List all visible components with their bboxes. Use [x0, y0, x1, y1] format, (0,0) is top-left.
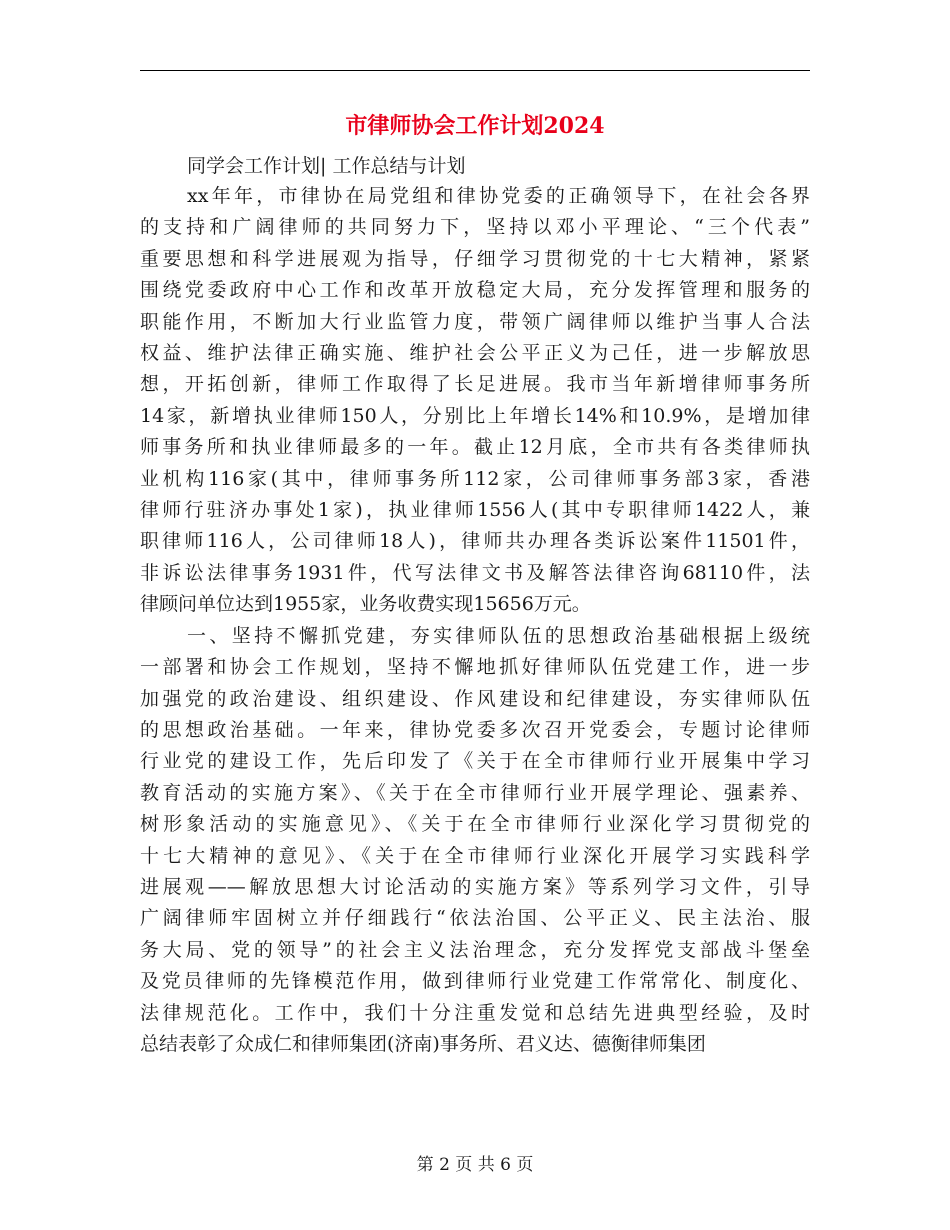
paragraph-line: 及党员律师的先锋模范作用，做到律师行业党建工作常常化、制度化、 [140, 970, 810, 993]
paragraph-line: 的支持和广阔律师的共同努力下，坚持以邓小平理论、“三个代表” [140, 216, 810, 239]
paragraph-line: 非诉讼法律事务1931件，代写法律文书及解答法律咨询68110件，法 [140, 561, 810, 584]
paragraph-line: 十七大精神的意见》、《关于在全市律师行业深化开展学习实践科学 [140, 844, 810, 867]
paragraph-line: 权益、维护法律正确实施、维护社会公平正义为己任，进一步解放思 [140, 342, 810, 365]
document-body [140, 181, 810, 1060]
paragraph-line: 一部署和协会工作规划，坚持不懈地抓好律师队伍党建工作，进一步 [140, 656, 810, 679]
body-paragraph [140, 621, 810, 1061]
paragraph-line: 广阔律师牢固树立并仔细践行“依法治国、公平正义、民主法治、服 [140, 907, 810, 930]
paragraph-line: 业机构116家(其中，律师事务所112家，公司律师事务部3家，香港 [140, 467, 810, 490]
paragraph-line: 总结表彰了众成仁和律师集团(济南)事务所、君义达、德衡律师集团 [140, 1032, 706, 1055]
paragraph-line: xx年年，市律协在局党组和律协党委的正确领导下，在社会各界 [187, 185, 810, 207]
paragraph-line: 进展观——解放思想大讨论活动的实施方案》等系列学习文件，引导 [140, 875, 810, 898]
paragraph-line: 加强党的政治建设、组织建设、作风建设和纪律建设，夯实律师队伍 [140, 687, 810, 710]
paragraph-line: 职律师116人，公司律师18人)，律师共办理各类诉讼案件11501件， [140, 530, 810, 553]
paragraph-line: 师事务所和执业律师最多的一年。截止12月底，全市共有各类律师执 [140, 436, 810, 459]
paragraph-line: 律顾问单位达到1955家，业务收费实现15656万元。 [140, 593, 591, 616]
paragraph-line: 树形象活动的实施意见》、《关于在全市律师行业深化学习贯彻党的 [140, 813, 810, 836]
paragraph-line: 一、坚持不懈抓党建，夯实律师队伍的思想政治基础根据上级统 [187, 624, 810, 647]
document-title: 市律师协会工作计划2024 [345, 113, 605, 139]
paragraph-line: 法律规范化。工作中，我们十分注重发觉和总结先进典型经验，及时 [140, 1001, 810, 1024]
page-footer: 第 2 页 共 6 页 [416, 1155, 534, 1175]
paragraph-line: 务大局、党的领导”的社会主义法治理念，充分发挥党支部战斗堡垒 [140, 938, 810, 961]
paragraph-line: 的思想政治基础。一年来，律协党委多次召开党委会，专题讨论律师 [140, 718, 810, 741]
document-subtitle: 同学会工作计划| 工作总结与计划 [187, 155, 466, 177]
paragraph-line: 重要思想和科学进展观为指导，仔细学习贯彻党的十七大精神，紧紧 [140, 247, 810, 270]
paragraph-line: 14家，新增执业律师150人，分别比上年增长14%和10.9%，是增加律 [140, 404, 810, 427]
paragraph-line: 围绕党委政府中心工作和改革开放稳定大局，充分发挥管理和服务的 [140, 279, 810, 302]
paragraph-line: 律师行驻济办事处1家)，执业律师1556人(其中专职律师1422人，兼 [140, 499, 810, 522]
body-paragraph [140, 181, 810, 621]
header-rule [140, 70, 810, 71]
paragraph-line: 教育活动的实施方案》、《关于在全市律师行业开展学理论、强素养、 [140, 781, 810, 804]
paragraph-line: 职能作用，不断加大行业监管力度，带领广阔律师以维护当事人合法 [140, 310, 810, 333]
paragraph-line: 行业党的建设工作，先后印发了《关于在全市律师行业开展集中学习 [140, 750, 810, 773]
paragraph-line: 想，开拓创新，律师工作取得了长足进展。我市当年新增律师事务所 [140, 373, 810, 396]
